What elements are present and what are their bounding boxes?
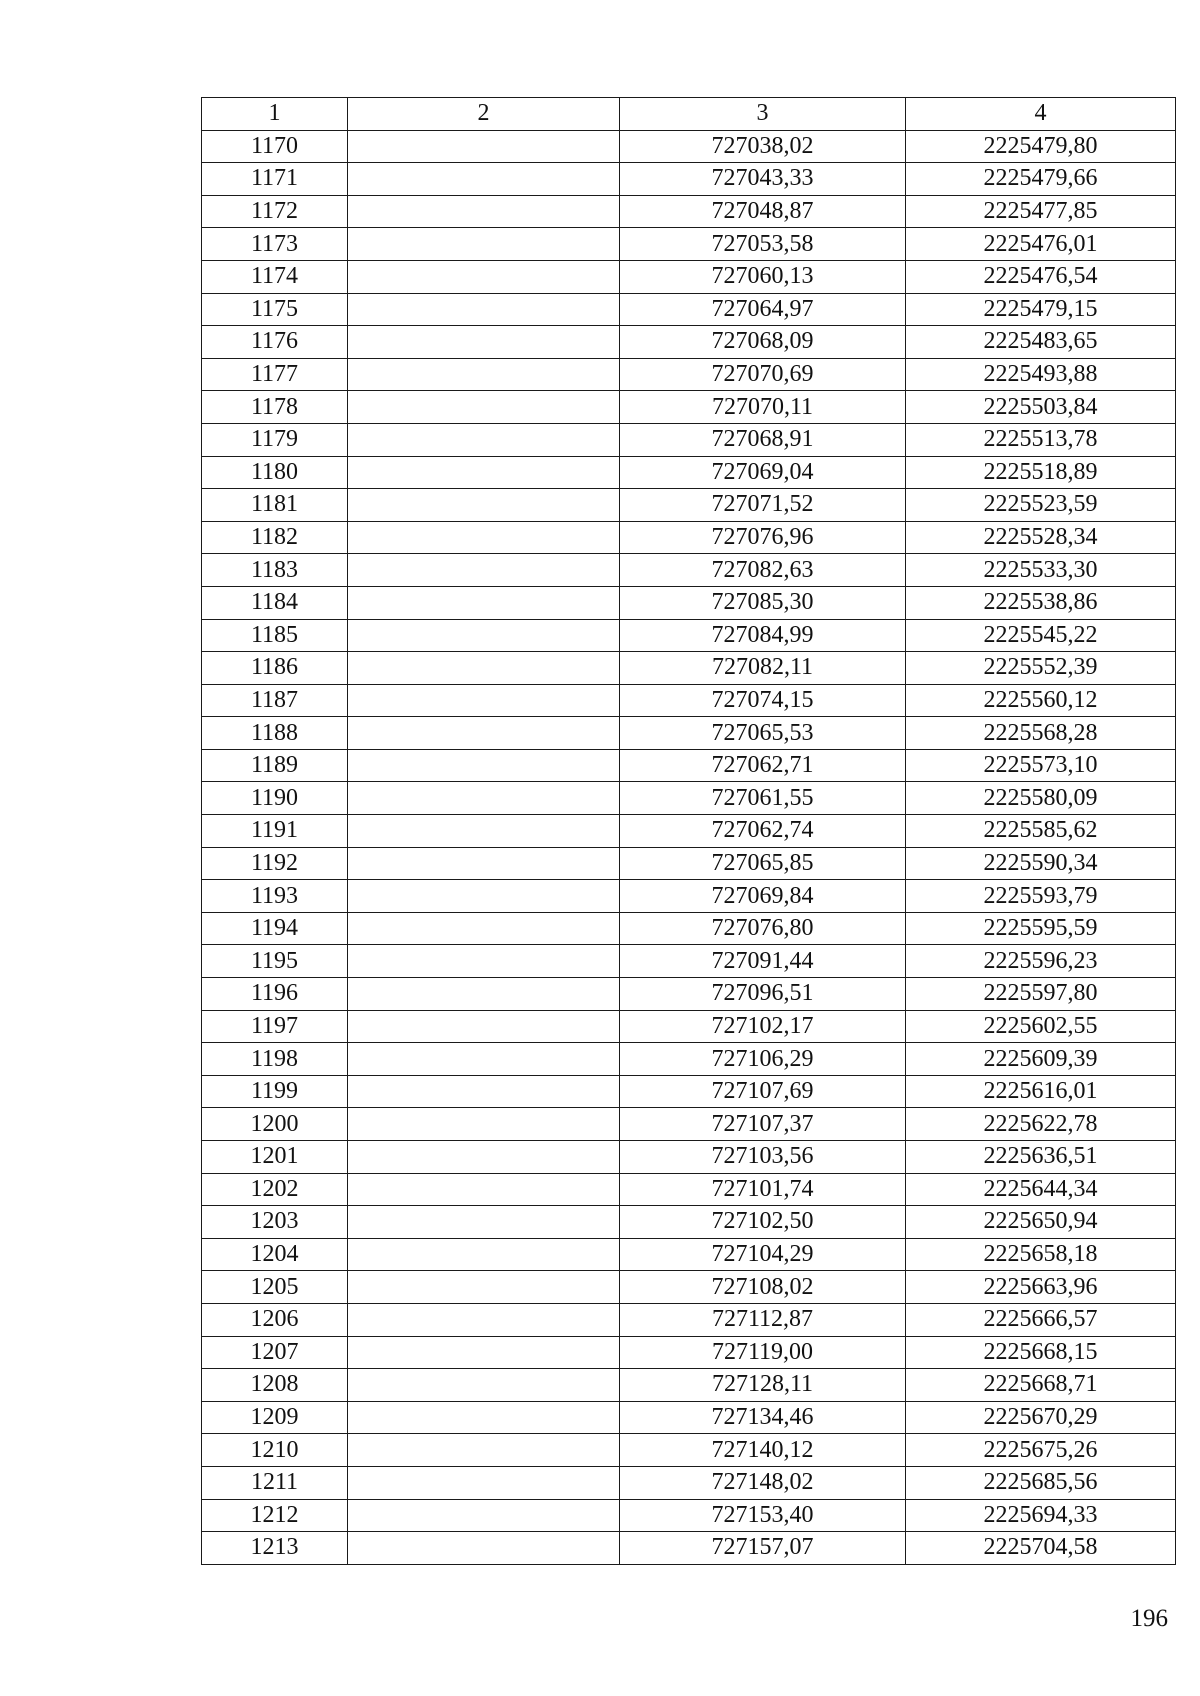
description-cell [348, 195, 620, 228]
table-row [202, 1532, 1176, 1565]
table-row [202, 1173, 1176, 1206]
point-number-cell: 1185 [202, 619, 348, 652]
description-cell [348, 1075, 620, 1108]
table-row [202, 456, 1176, 489]
x-coordinate-cell: 727053,58 [620, 228, 906, 261]
table-row [202, 391, 1176, 424]
point-number-cell: 1170 [202, 130, 348, 163]
table-row [202, 163, 1176, 196]
table-row [202, 684, 1176, 717]
y-coordinate-cell: 2225593,79 [906, 880, 1176, 913]
description-cell [348, 1108, 620, 1141]
y-coordinate-cell: 2225663,96 [906, 1271, 1176, 1304]
table-row [202, 782, 1176, 815]
x-coordinate-cell: 727134,46 [620, 1401, 906, 1434]
point-number-cell: 1202 [202, 1173, 348, 1206]
y-coordinate-cell: 2225518,89 [906, 456, 1176, 489]
table-row [202, 1499, 1176, 1532]
table-row [202, 358, 1176, 391]
description-cell [348, 1336, 620, 1369]
y-coordinate-cell: 2225668,71 [906, 1369, 1176, 1402]
y-coordinate-cell: 2225602,55 [906, 1010, 1176, 1043]
description-cell [348, 1303, 620, 1336]
point-number-cell: 1196 [202, 978, 348, 1011]
y-coordinate-cell: 2225704,58 [906, 1532, 1176, 1565]
description-cell [348, 847, 620, 880]
page-number: 196 [1130, 1605, 1168, 1632]
y-coordinate-cell: 2225685,56 [906, 1466, 1176, 1499]
description-cell [348, 717, 620, 750]
description-cell [348, 326, 620, 359]
table-row [202, 749, 1176, 782]
table-row [202, 195, 1176, 228]
x-coordinate-cell: 727062,71 [620, 749, 906, 782]
x-coordinate-cell: 727119,00 [620, 1336, 906, 1369]
y-coordinate-cell: 2225560,12 [906, 684, 1176, 717]
description-cell [348, 1271, 620, 1304]
column-header-3: 3 [620, 98, 906, 131]
x-coordinate-cell: 727108,02 [620, 1271, 906, 1304]
table-row [202, 945, 1176, 978]
y-coordinate-cell: 2225580,09 [906, 782, 1176, 815]
point-number-cell: 1208 [202, 1369, 348, 1402]
description-cell [348, 586, 620, 619]
x-coordinate-cell: 727082,63 [620, 554, 906, 587]
table-row [202, 293, 1176, 326]
table-row [202, 1108, 1176, 1141]
coordinates-table [201, 97, 1176, 1565]
point-number-cell: 1180 [202, 456, 348, 489]
x-coordinate-cell: 727153,40 [620, 1499, 906, 1532]
y-coordinate-cell: 2225523,59 [906, 489, 1176, 522]
y-coordinate-cell: 2225590,34 [906, 847, 1176, 880]
table-row [202, 1369, 1176, 1402]
table-row [202, 1043, 1176, 1076]
description-cell [348, 358, 620, 391]
point-number-cell: 1213 [202, 1532, 348, 1565]
description-cell [348, 260, 620, 293]
y-coordinate-cell: 2225477,85 [906, 195, 1176, 228]
point-number-cell: 1188 [202, 717, 348, 750]
table-row [202, 1466, 1176, 1499]
y-coordinate-cell: 2225597,80 [906, 978, 1176, 1011]
y-coordinate-cell: 2225483,65 [906, 326, 1176, 359]
table-row [202, 652, 1176, 685]
x-coordinate-cell: 727064,97 [620, 293, 906, 326]
table-row [202, 880, 1176, 913]
x-coordinate-cell: 727065,85 [620, 847, 906, 880]
y-coordinate-cell: 2225675,26 [906, 1434, 1176, 1467]
x-coordinate-cell: 727065,53 [620, 717, 906, 750]
description-cell [348, 978, 620, 1011]
point-number-cell: 1177 [202, 358, 348, 391]
description-cell [348, 1532, 620, 1565]
description-cell [348, 521, 620, 554]
point-number-cell: 1197 [202, 1010, 348, 1043]
point-number-cell: 1195 [202, 945, 348, 978]
table-row [202, 1434, 1176, 1467]
description-cell [348, 912, 620, 945]
x-coordinate-cell: 727038,02 [620, 130, 906, 163]
y-coordinate-cell: 2225622,78 [906, 1108, 1176, 1141]
description-cell [348, 1173, 620, 1206]
point-number-cell: 1193 [202, 880, 348, 913]
y-coordinate-cell: 2225533,30 [906, 554, 1176, 587]
x-coordinate-cell: 727070,11 [620, 391, 906, 424]
table-row [202, 1141, 1176, 1174]
point-number-cell: 1187 [202, 684, 348, 717]
table-row [202, 521, 1176, 554]
x-coordinate-cell: 727128,11 [620, 1369, 906, 1402]
point-number-cell: 1198 [202, 1043, 348, 1076]
description-cell [348, 1434, 620, 1467]
x-coordinate-cell: 727060,13 [620, 260, 906, 293]
y-coordinate-cell: 2225658,18 [906, 1238, 1176, 1271]
y-coordinate-cell: 2225479,15 [906, 293, 1176, 326]
y-coordinate-cell: 2225545,22 [906, 619, 1176, 652]
point-number-cell: 1203 [202, 1206, 348, 1239]
x-coordinate-cell: 727048,87 [620, 195, 906, 228]
x-coordinate-cell: 727084,99 [620, 619, 906, 652]
y-coordinate-cell: 2225670,29 [906, 1401, 1176, 1434]
y-coordinate-cell: 2225668,15 [906, 1336, 1176, 1369]
x-coordinate-cell: 727085,30 [620, 586, 906, 619]
x-coordinate-cell: 727140,12 [620, 1434, 906, 1467]
y-coordinate-cell: 2225596,23 [906, 945, 1176, 978]
x-coordinate-cell: 727157,07 [620, 1532, 906, 1565]
column-header-1: 1 [202, 98, 348, 131]
y-coordinate-cell: 2225479,80 [906, 130, 1176, 163]
y-coordinate-cell: 2225573,10 [906, 749, 1176, 782]
x-coordinate-cell: 727112,87 [620, 1303, 906, 1336]
point-number-cell: 1192 [202, 847, 348, 880]
description-cell [348, 749, 620, 782]
description-cell [348, 1010, 620, 1043]
y-coordinate-cell: 2225503,84 [906, 391, 1176, 424]
description-cell [348, 815, 620, 848]
table-row [202, 1336, 1176, 1369]
point-number-cell: 1204 [202, 1238, 348, 1271]
x-coordinate-cell: 727061,55 [620, 782, 906, 815]
point-number-cell: 1211 [202, 1466, 348, 1499]
y-coordinate-cell: 2225568,28 [906, 717, 1176, 750]
point-number-cell: 1181 [202, 489, 348, 522]
description-cell [348, 880, 620, 913]
description-cell [348, 1238, 620, 1271]
table-row [202, 847, 1176, 880]
description-cell [348, 293, 620, 326]
description-cell [348, 1401, 620, 1434]
x-coordinate-cell: 727102,17 [620, 1010, 906, 1043]
point-number-cell: 1189 [202, 749, 348, 782]
point-number-cell: 1212 [202, 1499, 348, 1532]
y-coordinate-cell: 2225650,94 [906, 1206, 1176, 1239]
y-coordinate-cell: 2225528,34 [906, 521, 1176, 554]
table-row [202, 423, 1176, 456]
table-row [202, 717, 1176, 750]
table-row [202, 1206, 1176, 1239]
x-coordinate-cell: 727068,09 [620, 326, 906, 359]
description-cell [348, 1499, 620, 1532]
description-cell [348, 130, 620, 163]
point-number-cell: 1179 [202, 423, 348, 456]
point-number-cell: 1205 [202, 1271, 348, 1304]
y-coordinate-cell: 2225479,66 [906, 163, 1176, 196]
y-coordinate-cell: 2225513,78 [906, 423, 1176, 456]
x-coordinate-cell: 727107,37 [620, 1108, 906, 1141]
table-row [202, 978, 1176, 1011]
x-coordinate-cell: 727070,69 [620, 358, 906, 391]
y-coordinate-cell: 2225609,39 [906, 1043, 1176, 1076]
table-row [202, 228, 1176, 261]
x-coordinate-cell: 727076,80 [620, 912, 906, 945]
y-coordinate-cell: 2225585,62 [906, 815, 1176, 848]
x-coordinate-cell: 727068,91 [620, 423, 906, 456]
point-number-cell: 1176 [202, 326, 348, 359]
table-row [202, 1075, 1176, 1108]
description-cell [348, 684, 620, 717]
point-number-cell: 1174 [202, 260, 348, 293]
table-row [202, 130, 1176, 163]
point-number-cell: 1186 [202, 652, 348, 685]
x-coordinate-cell: 727069,84 [620, 880, 906, 913]
point-number-cell: 1173 [202, 228, 348, 261]
description-cell [348, 945, 620, 978]
point-number-cell: 1178 [202, 391, 348, 424]
table-row [202, 326, 1176, 359]
x-coordinate-cell: 727148,02 [620, 1466, 906, 1499]
table-row [202, 489, 1176, 522]
y-coordinate-cell: 2225476,01 [906, 228, 1176, 261]
point-number-cell: 1194 [202, 912, 348, 945]
table-row [202, 815, 1176, 848]
x-coordinate-cell: 727076,96 [620, 521, 906, 554]
description-cell [348, 423, 620, 456]
point-number-cell: 1175 [202, 293, 348, 326]
description-cell [348, 391, 620, 424]
point-number-cell: 1191 [202, 815, 348, 848]
table-row [202, 554, 1176, 587]
table-row [202, 586, 1176, 619]
table-row [202, 1010, 1176, 1043]
x-coordinate-cell: 727107,69 [620, 1075, 906, 1108]
description-cell [348, 1043, 620, 1076]
y-coordinate-cell: 2225694,33 [906, 1499, 1176, 1532]
table-row [202, 260, 1176, 293]
table-row [202, 1238, 1176, 1271]
x-coordinate-cell: 727071,52 [620, 489, 906, 522]
description-cell [348, 1206, 620, 1239]
x-coordinate-cell: 727102,50 [620, 1206, 906, 1239]
column-header-2: 2 [348, 98, 620, 131]
description-cell [348, 456, 620, 489]
column-header-4: 4 [906, 98, 1176, 131]
y-coordinate-cell: 2225538,86 [906, 586, 1176, 619]
point-number-cell: 1199 [202, 1075, 348, 1108]
description-cell [348, 228, 620, 261]
description-cell [348, 554, 620, 587]
y-coordinate-cell: 2225493,88 [906, 358, 1176, 391]
table-body [202, 130, 1176, 1564]
table-row [202, 1303, 1176, 1336]
point-number-cell: 1171 [202, 163, 348, 196]
table-row [202, 619, 1176, 652]
x-coordinate-cell: 727069,04 [620, 456, 906, 489]
description-cell [348, 1141, 620, 1174]
x-coordinate-cell: 727062,74 [620, 815, 906, 848]
point-number-cell: 1172 [202, 195, 348, 228]
y-coordinate-cell: 2225616,01 [906, 1075, 1176, 1108]
description-cell [348, 1369, 620, 1402]
point-number-cell: 1183 [202, 554, 348, 587]
x-coordinate-cell: 727091,44 [620, 945, 906, 978]
point-number-cell: 1206 [202, 1303, 348, 1336]
x-coordinate-cell: 727103,56 [620, 1141, 906, 1174]
y-coordinate-cell: 2225476,54 [906, 260, 1176, 293]
x-coordinate-cell: 727104,29 [620, 1238, 906, 1271]
description-cell [348, 619, 620, 652]
point-number-cell: 1184 [202, 586, 348, 619]
point-number-cell: 1200 [202, 1108, 348, 1141]
point-number-cell: 1190 [202, 782, 348, 815]
table-row [202, 912, 1176, 945]
description-cell [348, 782, 620, 815]
description-cell [348, 163, 620, 196]
y-coordinate-cell: 2225666,57 [906, 1303, 1176, 1336]
table-row [202, 1401, 1176, 1434]
table-header [202, 98, 1176, 131]
y-coordinate-cell: 2225595,59 [906, 912, 1176, 945]
x-coordinate-cell: 727043,33 [620, 163, 906, 196]
x-coordinate-cell: 727082,11 [620, 652, 906, 685]
point-number-cell: 1209 [202, 1401, 348, 1434]
x-coordinate-cell: 727096,51 [620, 978, 906, 1011]
y-coordinate-cell: 2225636,51 [906, 1141, 1176, 1174]
x-coordinate-cell: 727106,29 [620, 1043, 906, 1076]
y-coordinate-cell: 2225644,34 [906, 1173, 1176, 1206]
point-number-cell: 1182 [202, 521, 348, 554]
x-coordinate-cell: 727101,74 [620, 1173, 906, 1206]
description-cell [348, 489, 620, 522]
header-row [202, 98, 1176, 131]
point-number-cell: 1210 [202, 1434, 348, 1467]
point-number-cell: 1207 [202, 1336, 348, 1369]
x-coordinate-cell: 727074,15 [620, 684, 906, 717]
y-coordinate-cell: 2225552,39 [906, 652, 1176, 685]
table-row [202, 1271, 1176, 1304]
description-cell [348, 652, 620, 685]
description-cell [348, 1466, 620, 1499]
point-number-cell: 1201 [202, 1141, 348, 1174]
